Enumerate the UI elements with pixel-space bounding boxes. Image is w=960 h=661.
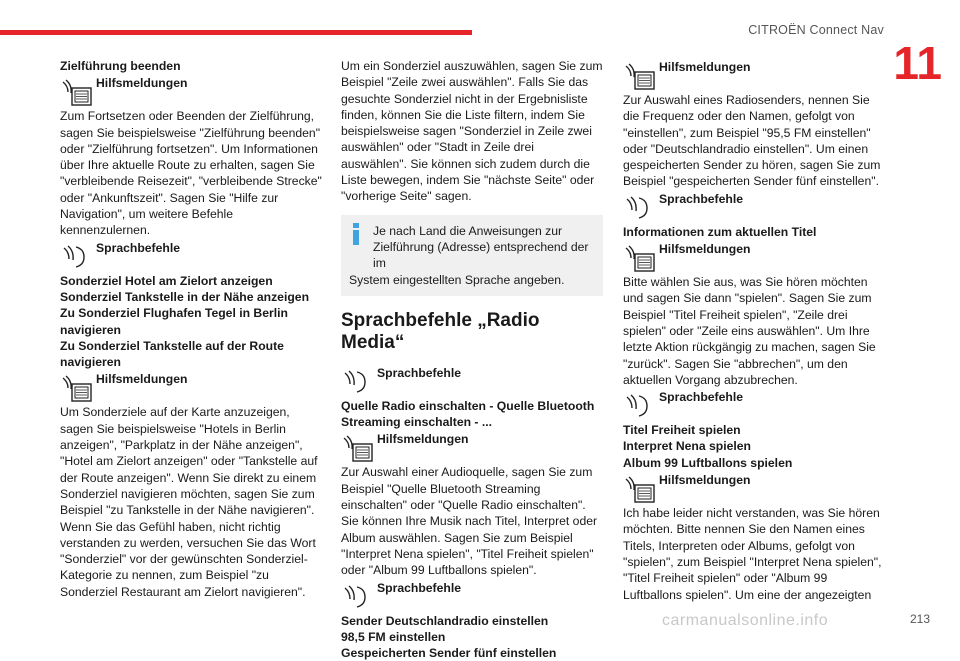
info-icon <box>349 223 363 245</box>
command-text: Gespeicherten Sender fünf einstellen <box>341 646 557 661</box>
info-note-box <box>341 215 603 296</box>
help-messages-label: Hilfsmeldungen <box>377 432 469 447</box>
voice-help-icon <box>623 471 657 505</box>
heading-zielfuehrung-beenden: Zielführung beenden <box>60 59 181 73</box>
section-title: Sprachbefehle „Radio Media“ <box>341 309 540 353</box>
info-note-text: System eingestellten Sprache angeben. <box>349 272 565 287</box>
voice-help-icon <box>60 74 94 108</box>
voice-commands-row <box>623 388 885 422</box>
voice-commands-label: Sprachbefehle <box>377 365 461 380</box>
paragraph: Um ein Sonderziel auszuwählen, sagen Sie zum Beispiel "Zeile zwei auswählen". Falls Sie das gesuchte Sonderziel nicht in der Ergebnisliste finden, können Sie die Liste filtern, indem Sie beispielsweise sagen "Sonderziel in Zeile zwei auswählen" oder "Stadt in Zeile drei auswählen". Sie können sich zudem durch die Liste bewegen, indem Sie "nächste Seite" oder "vorherige Seite" sagen. <box>341 59 603 204</box>
command-text: Sonderziel Tankstelle in der Nähe anzeigen <box>60 289 310 304</box>
column-1 <box>60 58 322 600</box>
voice-command-icon <box>623 190 657 224</box>
paragraph: Ich habe leider nicht verstanden, was Sie hören möchten. Bitte nennen Sie den Namen eines Titels, Interpreten oder Albums, gefolgt von "spielen", zum Beispiel "Interpret Nena spielen", "Titel Freiheit spielen" oder "Album 99 Luftballons spielen". Um eine der angezeigten <box>623 506 882 602</box>
help-messages-row <box>623 240 885 274</box>
help-messages-row <box>341 430 603 464</box>
paragraph: Bitte wählen Sie aus, was Sie hören möchten und sagen Sie dann "spielen". Sagen Sie zum Beispiel "Titel Freiheit spielen", "Zeile drei spielen" oder "Zeile eins auswählen". Um Ihre letzte Aktion rückgängig zu machen, sagen Sie "zurück". Sagen Sie "abbrechen", um den aktuellen Vorgang abzubrechen. <box>623 275 876 387</box>
help-messages-label: Hilfsmeldungen <box>96 372 188 387</box>
watermark: carmanualsonline.info <box>662 612 829 629</box>
voice-commands-row <box>341 579 603 613</box>
voice-command-icon <box>341 579 375 613</box>
command-text: Sender Deutschlandradio einstellen <box>341 613 549 628</box>
voice-command-icon <box>60 239 94 273</box>
page-number: 213 <box>909 612 930 626</box>
voice-help-icon <box>341 430 375 464</box>
help-messages-label: Hilfsmeldungen <box>96 76 188 91</box>
command-text: Album 99 Luftballons spielen <box>623 455 793 470</box>
info-note-text: Je nach Land die Anweisungen zur Zielführung (Adresse) entsprechend der im <box>373 223 589 271</box>
help-messages-row <box>623 58 885 92</box>
header-title: CITROËN Connect Nav <box>748 23 884 37</box>
command-text: Quelle Radio einschalten - Quelle Bluetooth Streaming einschalten - ... <box>341 398 595 430</box>
help-messages-label: Hilfsmeldungen <box>659 60 751 74</box>
command-text: 98,5 FM einstellen <box>341 629 446 644</box>
paragraph: Zum Fortsetzen oder Beenden der Zielführung, sagen Sie beispielsweise "Zielführung beenden" oder "Zielführung fortsetzen". Um Informationen über Ihre aktuelle Route zu erhalten, sagen Sie "verbleibende Reisezeit", "verbleibende Strecke" oder "Ankunftszeit". Sagen Sie "Hilfe zur Navigation", um weitere Befehle kennenzulernen. <box>60 109 322 238</box>
help-messages-row <box>623 471 885 505</box>
command-text: Zu Sonderziel Tankstelle auf der Route navigieren <box>60 338 284 370</box>
voice-command-icon <box>341 364 375 398</box>
header-accent-bar <box>0 30 472 35</box>
voice-command-icon <box>623 388 657 422</box>
voice-help-icon <box>623 240 657 274</box>
voice-commands-label: Sprachbefehle <box>377 580 461 595</box>
voice-commands-label: Sprachbefehle <box>659 390 743 405</box>
command-text: Informationen zum aktuellen Titel <box>623 224 817 239</box>
command-text: Zu Sonderziel Flughafen Tegel in Berlin navigieren <box>60 306 288 337</box>
voice-commands-label: Sprachbefehle <box>659 191 743 206</box>
command-text: Titel Freiheit spielen <box>623 423 741 438</box>
help-messages-row <box>60 370 322 404</box>
voice-help-icon <box>60 370 94 404</box>
paragraph: Zur Auswahl einer Audioquelle, sagen Sie zum Beispiel "Quelle Bluetooth Streaming einschalten" oder "Quelle Radio einschalten". Sie können Ihre Musik nach Titel, Interpret oder Album auswählen. Sagen Sie zum Beispiel "Interpret Nena spielen", "Titel Freiheit spielen" oder "Album 99 Luftballons spielen". <box>341 465 598 578</box>
command-text: Sonderziel Hotel am Zielort anzeigen <box>60 273 273 288</box>
column-3 <box>623 58 885 603</box>
help-messages-label: Hilfsmeldungen <box>659 473 751 488</box>
paragraph: Zur Auswahl eines Radiosenders, nennen Sie die Frequenz oder den Namen, gefolgt von "einstellen", zum Beispiel "95,5 FM einstellen" oder "Deutschlandradio einstellen". Um einen gespeicherten Sender zu hören, sagen Sie zum Beispiel "gespeicherten Sender fünf einstellen". <box>623 93 881 189</box>
voice-commands-row <box>60 239 322 273</box>
column-2 <box>341 58 603 661</box>
voice-help-icon <box>623 58 657 92</box>
command-text: Interpret Nena spielen <box>623 439 752 454</box>
chapter-number: 11 <box>893 37 942 89</box>
paragraph: Um Sonderziele auf der Karte anzuzeigen, sagen Sie beispielsweise "Hotels in Berlin anzeigen", "Parkplatz in der Nähe anzeigen", "Hotel am Zielort anzeigen" oder "Tankstelle auf der Route anzeigen". Wenn Sie direkt zu einem Sonderziel navigieren möchten, sagen Sie zum Beispiel "zu Tankstelle in der Nähe navigieren". Wenn Sie das Gefühl haben, nicht richtig verstanden zu werden, versuchen Sie das Wort "Sonderziel" vor der gewünschten Sonderziel-Kategorie zu nennen, zum Beispiel "zu Sonderziel Restaurant am Zielort navigieren". <box>60 405 318 599</box>
voice-commands-label: Sprachbefehle <box>96 240 180 255</box>
help-messages-label: Hilfsmeldungen <box>659 242 751 257</box>
voice-commands-row <box>623 190 885 224</box>
help-messages-row <box>60 74 322 108</box>
voice-commands-row <box>341 364 603 398</box>
